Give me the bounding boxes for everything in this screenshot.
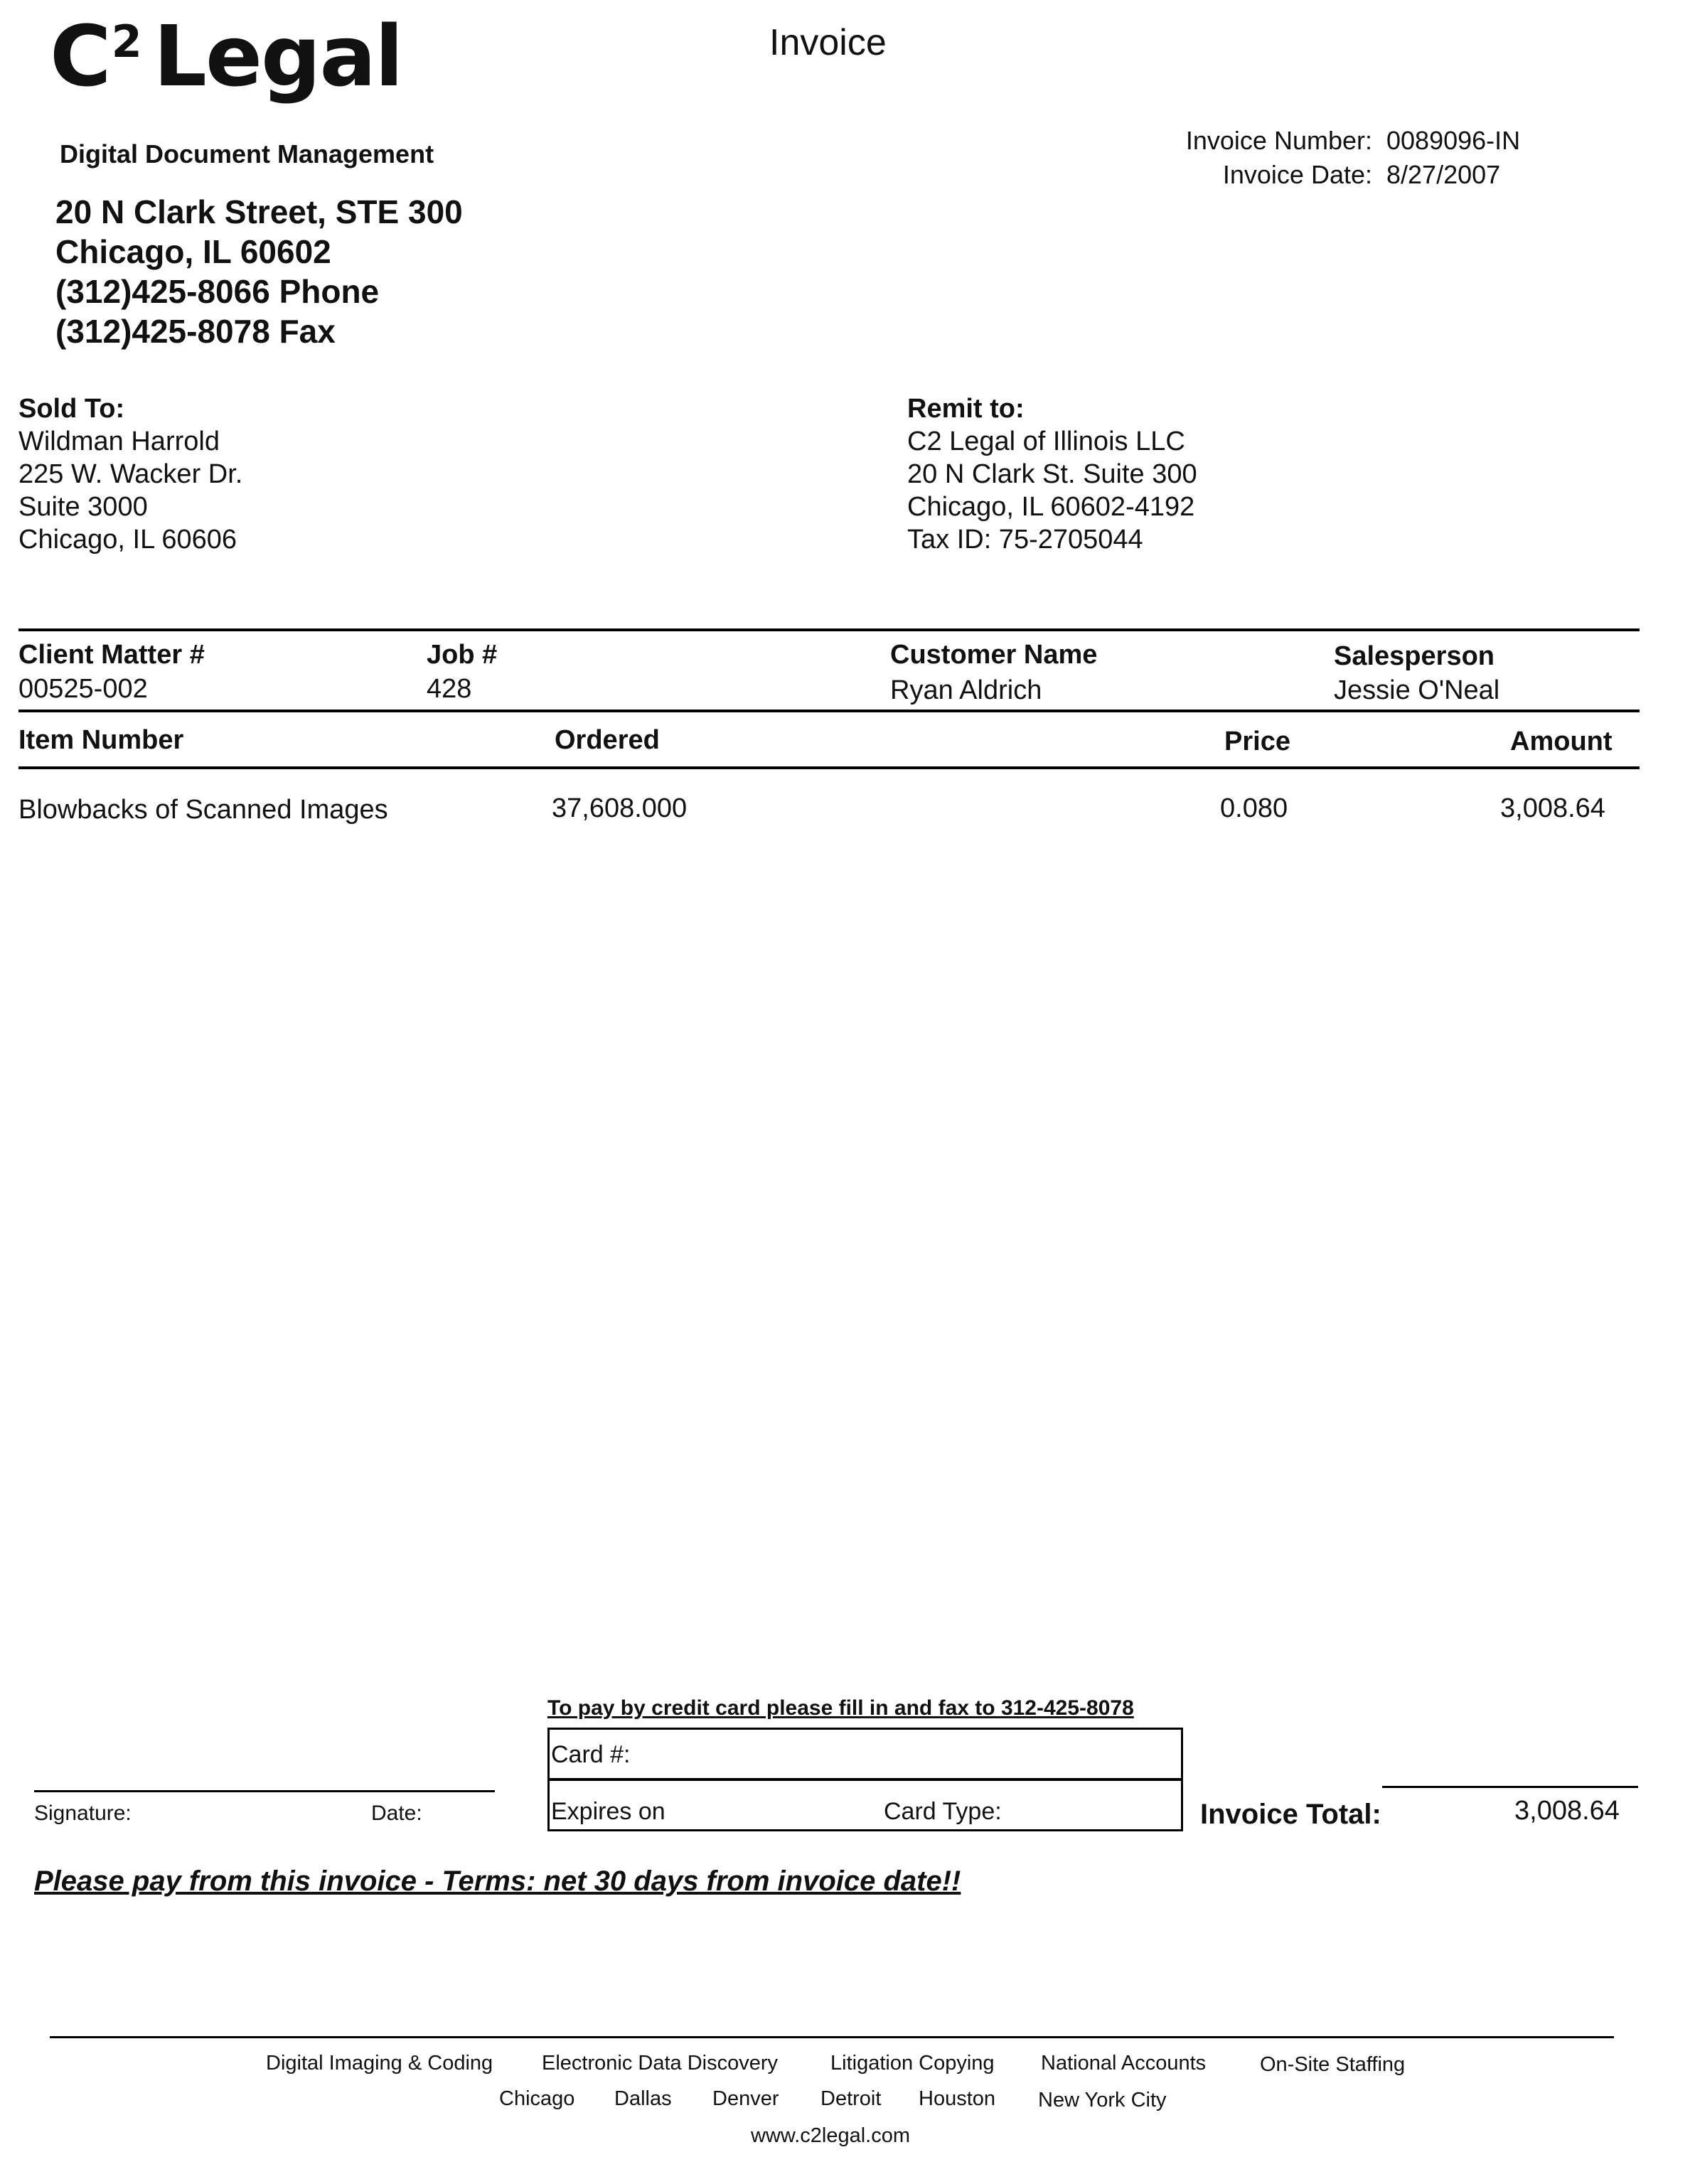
signature-date-label: Date: <box>371 1802 422 1825</box>
address-line: (312)425-8066 Phone <box>55 273 380 310</box>
customer-name-value: Ryan Aldrich <box>890 675 1042 705</box>
footer-service: Digital Imaging & Coding <box>266 2052 493 2075</box>
address-line: (312)425-8078 Fax <box>55 313 336 350</box>
line-item-description: Blowbacks of Scanned Images <box>18 795 388 825</box>
invoice-total-value: 3,008.64 <box>1514 1796 1620 1826</box>
footer-city: Chicago <box>499 2087 575 2110</box>
footer-service: On-Site Staffing <box>1260 2053 1406 2076</box>
sold-to-line: Suite 3000 <box>18 492 148 522</box>
invoice-number-value: 0089096-IN <box>1386 126 1521 155</box>
footer-city: Dallas <box>614 2087 672 2110</box>
invoice-number-label: Invoice Number: <box>1185 126 1372 155</box>
document-title: Invoice <box>769 22 887 63</box>
invoice-date-label: Invoice Date: <box>1222 160 1372 189</box>
footer-city: Houston <box>919 2087 996 2110</box>
logo-name: Legal <box>153 7 402 105</box>
col-price: Price <box>1224 727 1290 756</box>
columns-rule <box>18 766 1640 769</box>
footer-service: Electronic Data Discovery <box>542 2052 778 2075</box>
remit-to-block <box>907 392 1197 556</box>
signature-label: Signature: <box>34 1802 132 1825</box>
credit-card-note: To pay by credit card please fill in and fax to 312-425-8078 <box>547 1696 1134 1720</box>
sold-to-line: Wildman Harrold <box>18 427 220 456</box>
salesperson-label: Salesperson <box>1334 641 1495 671</box>
footer-city: Detroit <box>820 2087 882 2110</box>
sold-to-line: Chicago, IL 60606 <box>18 525 237 555</box>
remit-to-line: Tax ID: 75-2705044 <box>907 525 1143 555</box>
company-tagline: Digital Document Management <box>60 139 434 168</box>
footer-service: National Accounts <box>1041 2052 1207 2075</box>
expires-on-label: Expires on <box>551 1798 665 1825</box>
remit-to-heading: Remit to: <box>907 394 1025 424</box>
job-value: 428 <box>427 674 472 704</box>
salesperson-value: Jessie O'Neal <box>1334 675 1500 705</box>
footer-service: Litigation Copying <box>830 2052 995 2075</box>
total-top-rule <box>1382 1786 1638 1788</box>
invoice-meta-labels <box>1066 124 1372 192</box>
remit-to-line: 20 N Clark St. Suite 300 <box>907 459 1197 489</box>
col-ordered: Ordered <box>555 725 660 755</box>
col-item-number: Item Number <box>18 725 184 755</box>
invoice-meta-values <box>1386 124 1520 192</box>
footer-rule <box>50 2036 1614 2038</box>
invoice-total-label: Invoice Total: <box>1200 1799 1381 1830</box>
footer-city: Denver <box>712 2087 779 2110</box>
logo-letter: C <box>50 7 110 105</box>
card-number-box[interactable] <box>547 1728 1183 1780</box>
logo-superscript: 2 <box>111 16 141 68</box>
company-logo <box>50 7 402 105</box>
payment-terms: Please pay from this invoice - Terms: net 30 days from invoice date!! <box>34 1866 961 1897</box>
line-item-price: 0.080 <box>1220 793 1288 823</box>
customer-name-label: Customer Name <box>890 640 1098 670</box>
job-label: Job # <box>427 640 498 670</box>
address-line: Chicago, IL 60602 <box>55 233 331 270</box>
sold-to-block <box>18 392 242 556</box>
client-matter-value: 00525-002 <box>18 674 148 704</box>
line-item-amount: 3,008.64 <box>1500 793 1605 823</box>
remit-to-line: C2 Legal of Illinois LLC <box>907 427 1185 456</box>
header-top-rule <box>18 628 1640 631</box>
card-type-label: Card Type: <box>884 1798 1002 1825</box>
header-bottom-rule <box>18 710 1640 712</box>
footer-website[interactable]: www.c2legal.com <box>751 2124 911 2147</box>
invoice-date-value: 8/27/2007 <box>1386 160 1501 189</box>
card-number-label: Card #: <box>551 1741 631 1768</box>
card-expiry-type-box[interactable] <box>547 1779 1183 1831</box>
sold-to-line: 225 W. Wacker Dr. <box>18 459 243 489</box>
company-address <box>55 192 463 351</box>
client-matter-label: Client Matter # <box>18 640 205 670</box>
line-item-ordered: 37,608.000 <box>552 793 688 823</box>
sold-to-heading: Sold To: <box>18 394 125 424</box>
col-amount: Amount <box>1510 727 1613 756</box>
footer-city: New York City <box>1038 2089 1167 2111</box>
address-line: 20 N Clark Street, STE 300 <box>55 193 463 230</box>
remit-to-line: Chicago, IL 60602-4192 <box>907 492 1195 522</box>
signature-line <box>34 1790 495 1792</box>
